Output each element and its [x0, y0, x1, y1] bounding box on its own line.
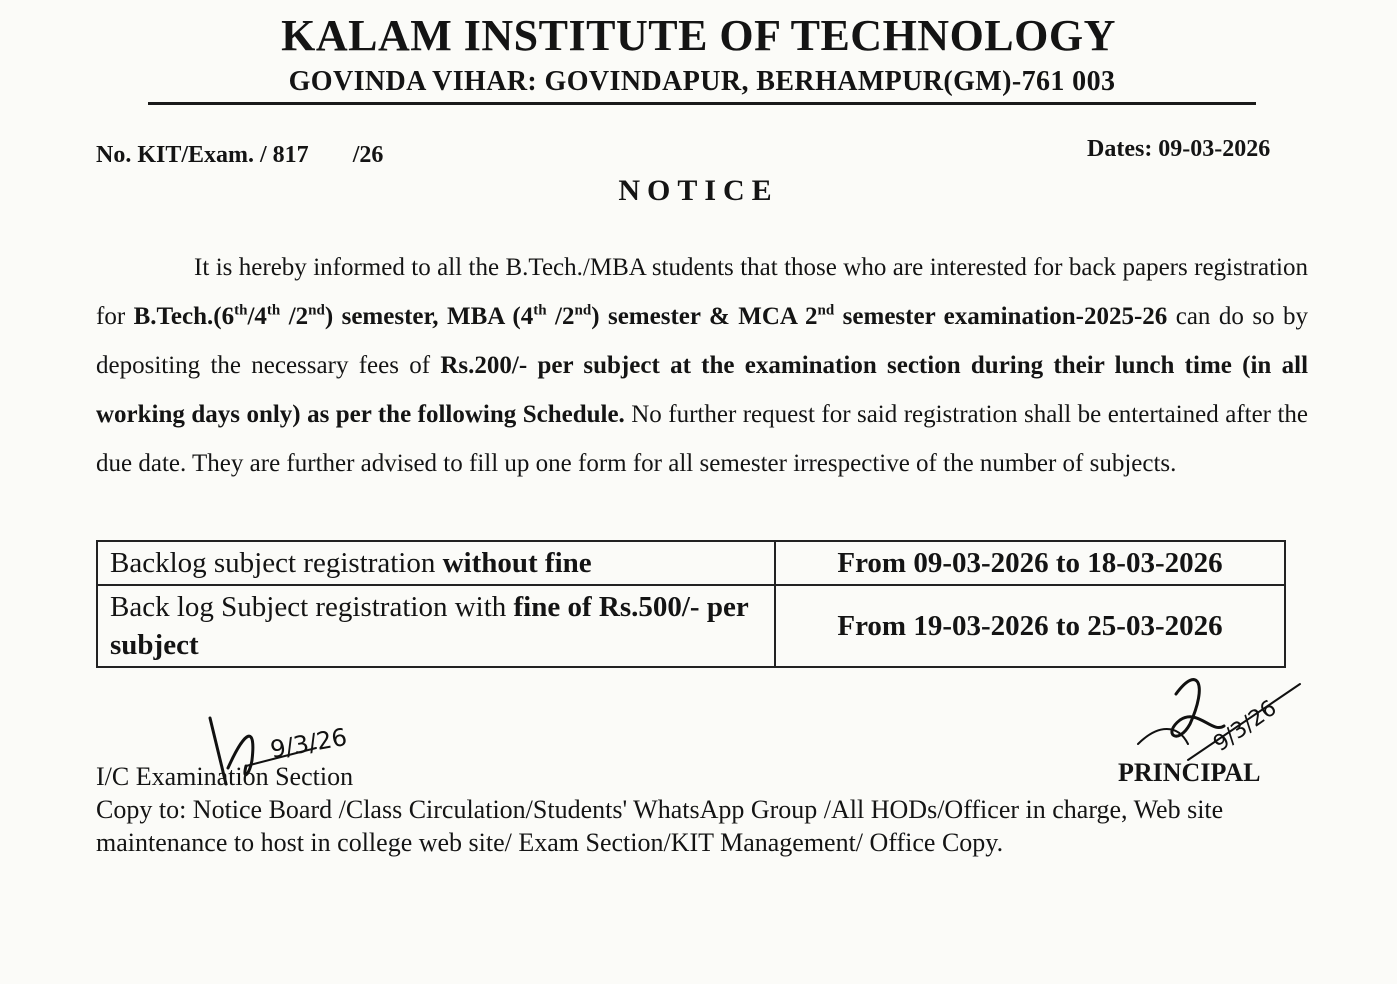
- desc-bold: without fine: [442, 547, 592, 579]
- schedule-description: [97, 541, 775, 585]
- sup-th-2: th: [266, 302, 281, 319]
- sup-th-1: th: [234, 302, 248, 319]
- schedule-period: From 19-03-2026 to 25-03-2026: [775, 585, 1285, 667]
- sup-th-3: th: [533, 302, 547, 319]
- body-text-1: It is hereby informed to all the B.Tech./MBA students that those who are interested for back papers registration for: [96, 254, 1308, 330]
- body-text-2: B.Tech.(6: [133, 303, 235, 330]
- notice-paragraph: [96, 243, 1308, 488]
- address-block: [148, 62, 1256, 105]
- schedule-description: [97, 585, 775, 667]
- body-text-3: /4: [247, 303, 267, 330]
- body-text-6: /2: [546, 303, 575, 330]
- notice-body: [96, 243, 1308, 488]
- body-text-5: ) semester, MBA (4: [324, 303, 534, 330]
- table-row: [97, 585, 1285, 667]
- reference-prefix: No. KIT/Exam. / 817: [96, 142, 309, 168]
- exam-section-label: I/C Examination Section: [96, 762, 354, 791]
- copy-to: Copy to: Notice Board /Class Circulation/Students' WhatsApp Group /All HODs/Officer in charge, Web site maintenance to host in college web site/ Exam Section/KIT Management/ Office Copy.: [96, 795, 1224, 857]
- body-text-9: can do so by depositing the necessary fees of: [96, 303, 1309, 379]
- schedule-table: [96, 540, 1286, 668]
- desc-bold: fine of Rs.500/- per subject: [110, 591, 749, 661]
- notice-date: Dates: 09-03-2026: [1087, 136, 1271, 162]
- desc-normal: Back log Subject registration with: [110, 591, 514, 623]
- reference-number: [96, 142, 383, 169]
- sup-nd-3: nd: [817, 302, 835, 319]
- sup-nd-2: nd: [574, 302, 592, 319]
- principal-label: PRINCIPAL: [1118, 758, 1261, 787]
- body-text-7: ) semester & MCA 2: [591, 303, 818, 330]
- desc-normal: Backlog subject registration: [110, 547, 443, 579]
- sup-nd-1: nd: [308, 302, 325, 319]
- right-signature-date: 9/3/26: [1209, 695, 1282, 757]
- body-text-4: /2: [280, 303, 309, 330]
- reference-suffix: /26: [352, 142, 384, 168]
- fee-amount: Rs.200/- per subject: [440, 352, 660, 379]
- left-signature-date: 9/3/26: [268, 722, 350, 764]
- body-text-12: (in all working days only) as per the following Schedule.: [96, 352, 1309, 428]
- body-text-13: No further request for said registration shall be entertained after the due date. They are further advised to fill up one form for all semester irrespective of the number of subjects.: [96, 401, 1308, 477]
- notice-heading: NOTICE: [618, 174, 779, 207]
- institute-name: KALAM INSTITUTE OF TECHNOLOGY: [281, 11, 1116, 60]
- schedule-period: From 09-03-2026 to 18-03-2026: [775, 541, 1285, 585]
- body-text-8: semester examination-2025-26: [834, 303, 1168, 330]
- institute-address: GOVINDA VIHAR: GOVINDAPUR, BERHAMPUR(GM)-761 003: [288, 66, 1116, 97]
- body-text-11: at the examination section during their lunch time: [659, 352, 1232, 379]
- table-row: [97, 541, 1285, 585]
